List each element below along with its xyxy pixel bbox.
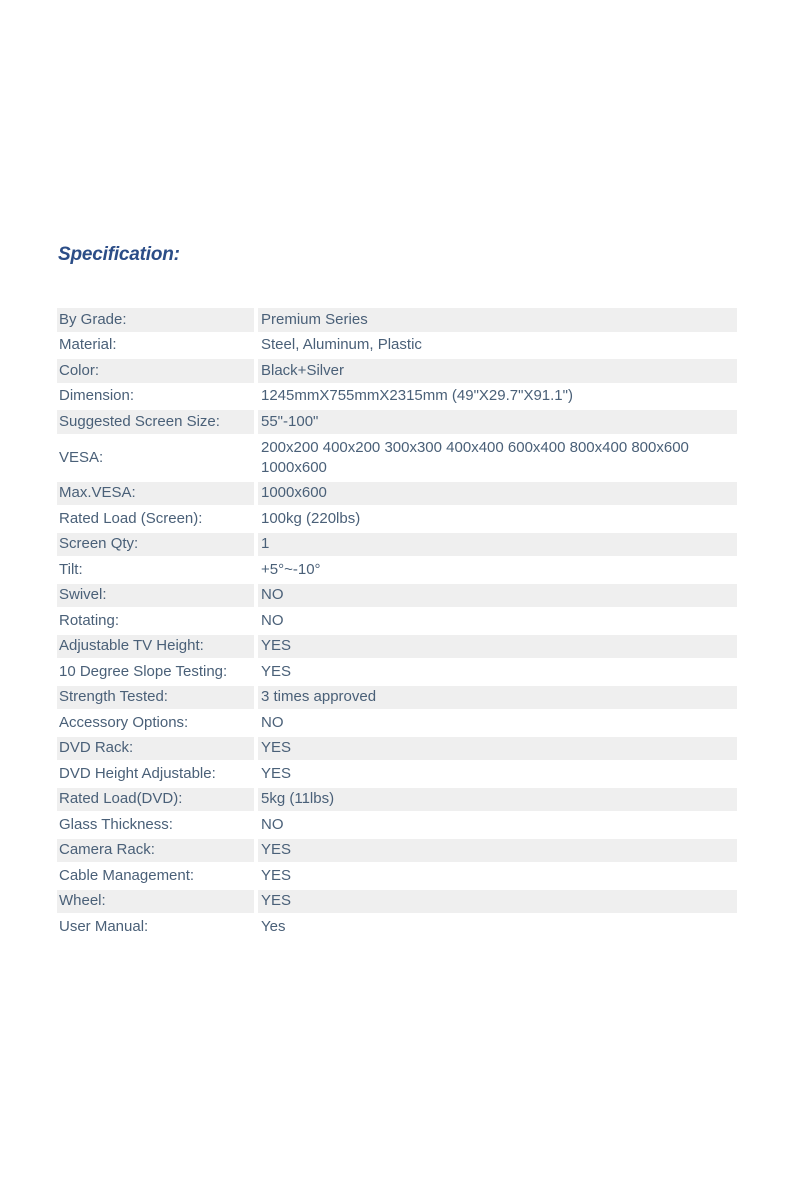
spec-row-wheel: [57, 890, 737, 914]
spec-value: YES: [258, 890, 737, 914]
spec-value: YES: [261, 662, 292, 680]
spec-label: User Manual:: [59, 917, 149, 935]
spec-value: YES: [258, 635, 737, 659]
spec-label: DVD Height Adjustable:: [59, 764, 216, 782]
spec-value: YES: [258, 737, 737, 761]
spec-row-dvd-height-adjustable: [57, 762, 737, 786]
spec-label: Rotating:: [59, 611, 120, 629]
spec-label: VESA:: [59, 448, 104, 466]
spec-label: Accessory Options:: [59, 713, 189, 731]
spec-label: Wheel:: [57, 890, 254, 914]
spec-value: NO: [261, 713, 284, 731]
spec-table: [57, 306, 737, 941]
spec-row-max-vesa: [57, 482, 737, 506]
spec-label: Camera Rack:: [57, 839, 254, 863]
spec-row-user-manual: [57, 915, 737, 939]
spec-value: 1: [258, 533, 737, 557]
spec-row-material: [57, 334, 737, 358]
spec-row-adjustable-tv-height: [57, 635, 737, 659]
spec-row-dimension: [57, 385, 737, 409]
spec-label: 10 Degree Slope Testing:: [59, 662, 228, 680]
spec-row-camera-rack: [57, 839, 737, 863]
spec-value: 5kg (11lbs): [258, 788, 737, 812]
spec-label: Strength Tested:: [57, 686, 254, 710]
spec-value: NO: [258, 584, 737, 608]
spec-label: By Grade:: [57, 308, 254, 332]
spec-row-swivel: [57, 584, 737, 608]
spec-value: 1245mmX755mmX2315mm (49"X29.7"X91.1"): [261, 387, 573, 405]
spec-heading: Specification:: [58, 244, 180, 265]
spec-value: YES: [261, 866, 292, 884]
spec-label: Dimension:: [59, 387, 135, 405]
spec-row-vesa: [57, 436, 737, 480]
spec-row-color: [57, 359, 737, 383]
spec-label: Glass Thickness:: [59, 815, 173, 833]
spec-row-tilt: [57, 558, 737, 582]
spec-row-rated-load-screen: [57, 507, 737, 531]
spec-label: Screen Qty:: [57, 533, 254, 557]
spec-label: Cable Management:: [59, 866, 195, 884]
spec-label: Suggested Screen Size:: [57, 410, 254, 434]
spec-value: 200x200 400x200 300x300 400x400 600x400 800x400 800x600 1000x600: [261, 438, 689, 476]
spec-label: Swivel:: [57, 584, 254, 608]
spec-label: Max.VESA:: [57, 482, 254, 506]
spec-label: Rated Load(DVD):: [57, 788, 254, 812]
spec-row-slope-testing: [57, 660, 737, 684]
spec-row-glass-thickness: [57, 813, 737, 837]
spec-label: Material:: [59, 336, 117, 354]
spec-row-accessory-options: [57, 711, 737, 735]
spec-value: +5°~-10°: [261, 560, 321, 578]
spec-label: DVD Rack:: [57, 737, 254, 761]
spec-value: 1000x600: [258, 482, 737, 506]
spec-row-suggested-screen-size: [57, 410, 737, 434]
spec-label: Rated Load (Screen):: [59, 509, 203, 527]
spec-value: YES: [261, 764, 292, 782]
spec-value: 55"-100": [258, 410, 737, 434]
spec-value: NO: [261, 611, 284, 629]
spec-value: Premium Series: [258, 308, 737, 332]
spec-row-rotating: [57, 609, 737, 633]
spec-row-rated-load-dvd: [57, 788, 737, 812]
spec-value: Steel, Aluminum, Plastic: [261, 336, 422, 354]
spec-value: NO: [261, 815, 284, 833]
spec-label: Adjustable TV Height:: [57, 635, 254, 659]
spec-row-dvd-rack: [57, 737, 737, 761]
spec-row-screen-qty: [57, 533, 737, 557]
spec-value: 100kg (220lbs): [261, 509, 361, 527]
spec-value: 3 times approved: [258, 686, 737, 710]
spec-label: Color:: [57, 359, 254, 383]
spec-value: Yes: [261, 917, 286, 935]
spec-value: Black+Silver: [258, 359, 737, 383]
spec-value: YES: [258, 839, 737, 863]
spec-row-cable-management: [57, 864, 737, 888]
spec-row-by-grade: [57, 308, 737, 332]
spec-label: Tilt:: [59, 560, 83, 578]
spec-row-strength-tested: [57, 686, 737, 710]
